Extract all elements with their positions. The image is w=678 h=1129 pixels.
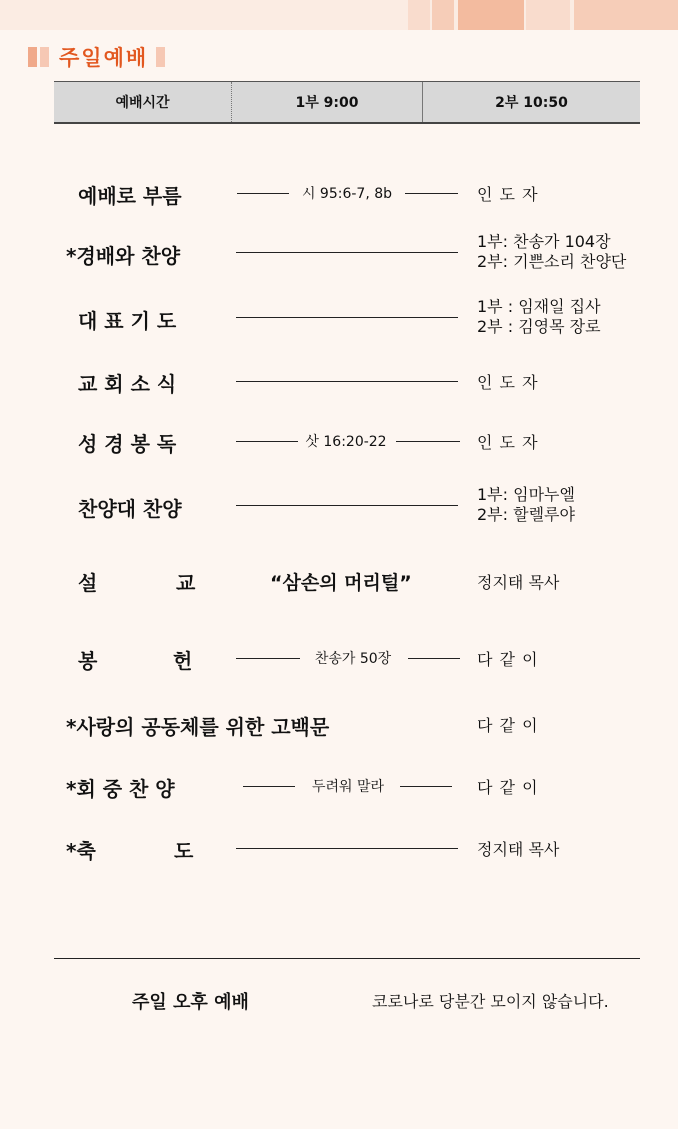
top-decorative-bar	[0, 0, 678, 30]
order-detail-2: 2부 : 김영목 장로	[477, 317, 601, 336]
afternoon-service-notice: 코로나로 당분간 모이지 않습니다.	[372, 992, 609, 1011]
order-label: 성 경 봉 독	[78, 432, 177, 456]
leader-line	[236, 658, 300, 659]
order-label: *경배와 찬양	[66, 244, 181, 268]
sermon-title: “삼손의 머리털”	[270, 572, 412, 594]
first-service-time: 1부 9:00	[232, 82, 423, 122]
leader-line	[236, 441, 298, 442]
order-detail-1: 1부 : 임재일 집사	[477, 297, 601, 316]
order-leader: 인 도 자	[477, 433, 539, 452]
order-leader: 정지태 목사	[477, 573, 560, 592]
order-leader: 정지태 목사	[477, 840, 560, 859]
header-bullet-icon	[40, 47, 49, 67]
order-label: *사랑의 공동체를 위한 고백문	[66, 715, 330, 739]
leader-line	[396, 441, 460, 442]
order-leader: 다 같 이	[477, 778, 539, 797]
order-leader: 다 같 이	[477, 716, 539, 735]
order-label: 교 회 소 식	[78, 372, 177, 396]
order-label: *회 중 찬 양	[66, 777, 175, 801]
second-service-time: 2부 10:50	[495, 95, 568, 111]
order-leader: 다 같 이	[477, 650, 539, 669]
order-scripture: 삿 16:20-22	[305, 434, 387, 450]
header-bullet-icon	[156, 47, 165, 67]
order-detail-2: 2부: 할렐루야	[477, 505, 575, 524]
section-header	[28, 44, 165, 70]
leader-line	[236, 381, 458, 382]
order-label: 봉	[78, 649, 98, 673]
order-label: 교	[176, 571, 196, 595]
order-detail-1: 1부: 찬송가 104장	[477, 232, 611, 251]
order-leader: 인 도 자	[477, 185, 539, 204]
time-header: 예배시간	[54, 82, 232, 122]
leader-line	[237, 193, 289, 194]
order-label: 도	[174, 839, 194, 863]
order-detail-2: 2부: 기쁜소리 찬양단	[477, 252, 627, 271]
order-leader: 인 도 자	[477, 373, 539, 392]
order-label: *축	[66, 839, 96, 863]
header-bullet-icon	[28, 47, 37, 67]
order-label: 설	[78, 571, 98, 595]
order-scripture: 시 95:6-7, 8b	[301, 186, 393, 202]
order-label: 찬양대 찬양	[78, 497, 182, 521]
order-hymn: 찬송가 50장	[314, 651, 392, 667]
order-song: 두려워 말라	[311, 779, 385, 795]
service-time-table	[54, 81, 640, 124]
leader-line	[408, 658, 460, 659]
page-title: 주일예배	[59, 46, 149, 70]
order-label: 헌	[173, 649, 193, 673]
order-detail-1: 1부: 임마누엘	[477, 485, 575, 504]
leader-line	[243, 786, 295, 787]
order-label: 예배로 부름	[78, 184, 182, 208]
leader-line	[405, 193, 458, 194]
order-label: 대 표 기 도	[78, 309, 177, 333]
leader-line	[236, 252, 458, 253]
leader-line	[400, 786, 452, 787]
leader-line	[236, 505, 458, 506]
divider	[54, 958, 640, 959]
afternoon-service-label: 주일 오후 예배	[132, 992, 249, 1013]
leader-line	[236, 317, 458, 318]
leader-line	[236, 848, 458, 849]
